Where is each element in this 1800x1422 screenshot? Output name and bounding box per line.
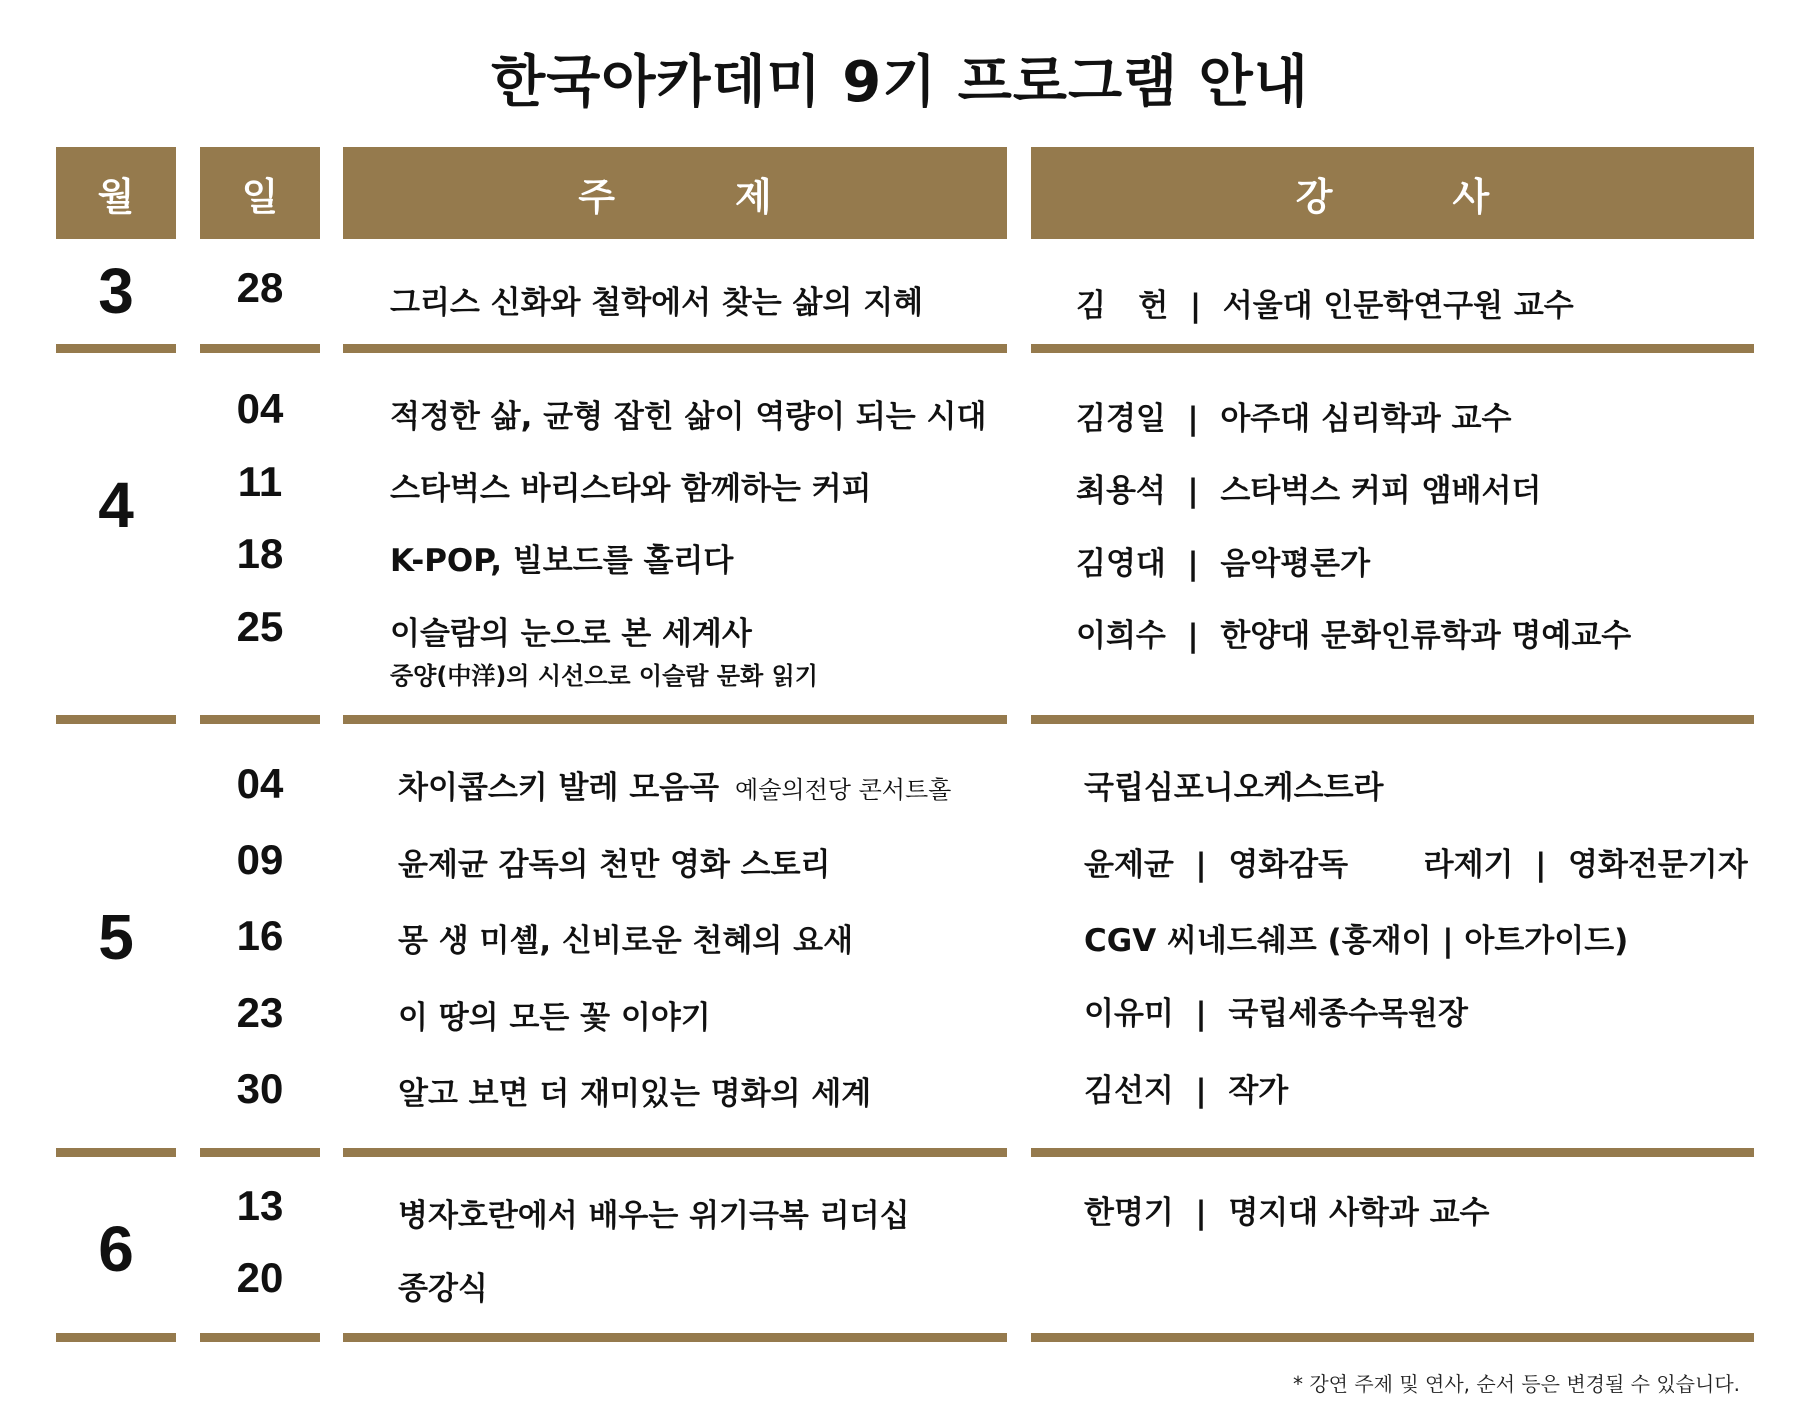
divider [1031,715,1754,724]
topic-text: 몽 생 미셸, 신비로운 천혜의 요새 [398,923,854,959]
divider [56,715,176,724]
day-label: 28 [236,264,284,311]
topic-text: K-POP, 빌보드를 홀리다 [390,543,734,579]
month-label: 5 [98,901,134,973]
topic-text: 알고 보면 더 재미있는 명화의 세계 [398,1076,872,1112]
day-label: 16 [236,912,284,959]
lecturer-text: CGV 씨네드쉐프 (홍재이 | 아트가이드) [1084,923,1629,959]
lecturer-text: 최용석 | 스타벅스 커피 앰배서더 [1076,473,1542,509]
divider [343,715,1007,724]
divider [56,1148,176,1157]
lecturer-text: 김경일 | 아주대 심리학과 교수 [1076,401,1512,437]
lecturer-text: 김선지 | 작가 [1084,1073,1289,1109]
day-label: 30 [236,1065,284,1112]
subtopic-text: 중양(中洋)의 시선으로 이슬람 문화 읽기 [390,662,818,690]
month-label: 4 [98,469,134,541]
day-label: 09 [236,836,284,883]
day-label: 04 [236,760,284,807]
lecturer-text: 한명기 | 명지대 사학과 교수 [1084,1195,1490,1231]
day-label: 23 [236,989,284,1036]
month-label: 3 [98,255,134,327]
divider [1031,1333,1754,1342]
topic-text: 윤제균 감독의 천만 영화 스토리 [398,847,831,883]
divider [343,1333,1007,1342]
topic-text: 이 땅의 모든 꽃 이야기 [398,1000,711,1036]
day-label: 20 [236,1254,284,1301]
lecturer-text: 이희수 | 한양대 문화인류학과 명예교수 [1076,618,1632,654]
divider [200,344,320,353]
lecturer-text: 김 헌 | 서울대 인문학연구원 교수 [1076,288,1574,324]
topic-title: 차이콥스키 발레 모음곡 [398,770,720,806]
topic-text: 병자호란에서 배우는 위기극복 리더십 [398,1198,910,1234]
divider [56,344,176,353]
divider [200,1148,320,1157]
divider [1031,1148,1754,1157]
header-lecturer: 강 사 [1031,147,1754,239]
lecturer-text: 김영대 | 음악평론가 [1076,546,1371,582]
divider [343,1148,1007,1157]
topic-text: 종강식 [398,1271,488,1307]
day-label: 11 [237,458,283,505]
venue-text: 예술의전당 콘서트홀 [735,776,952,804]
topic-text: 이슬람의 눈으로 본 세계사 [390,616,752,652]
divider [56,1333,176,1342]
footnote: * 강연 주제 및 연사, 순서 등은 변경될 수 있습니다. [1292,1372,1740,1396]
lecturer-text: 이유미 | 국립세종수목원장 [1084,996,1468,1032]
header-month: 월 [56,147,176,239]
lecturer-text: 윤제균 | 영화감독 라제기 | 영화전문기자 [1084,847,1748,883]
divider [200,1333,320,1342]
topic-text: 스타벅스 바리스타와 함께하는 커피 [390,471,872,507]
topic-text: 적정한 삶, 균형 잡힌 삶이 역량이 되는 시대 [390,399,987,435]
header-day: 일 [200,147,320,239]
divider [343,344,1007,353]
topic-text: 그리스 신화와 철학에서 찾는 삶의 지혜 [390,285,924,321]
lecturer-text: 국립심포니오케스트라 [1084,770,1384,806]
month-label: 6 [98,1213,134,1285]
day-label: 18 [236,530,284,577]
divider [1031,344,1754,353]
page-title: 한국아카데미 9기 프로그램 안내 [491,50,1309,115]
divider [200,715,320,724]
day-label: 25 [236,603,284,650]
day-label: 04 [236,385,284,432]
day-label: 13 [236,1182,284,1229]
header-topic: 주 제 [343,147,1007,239]
topic-text [398,762,951,807]
